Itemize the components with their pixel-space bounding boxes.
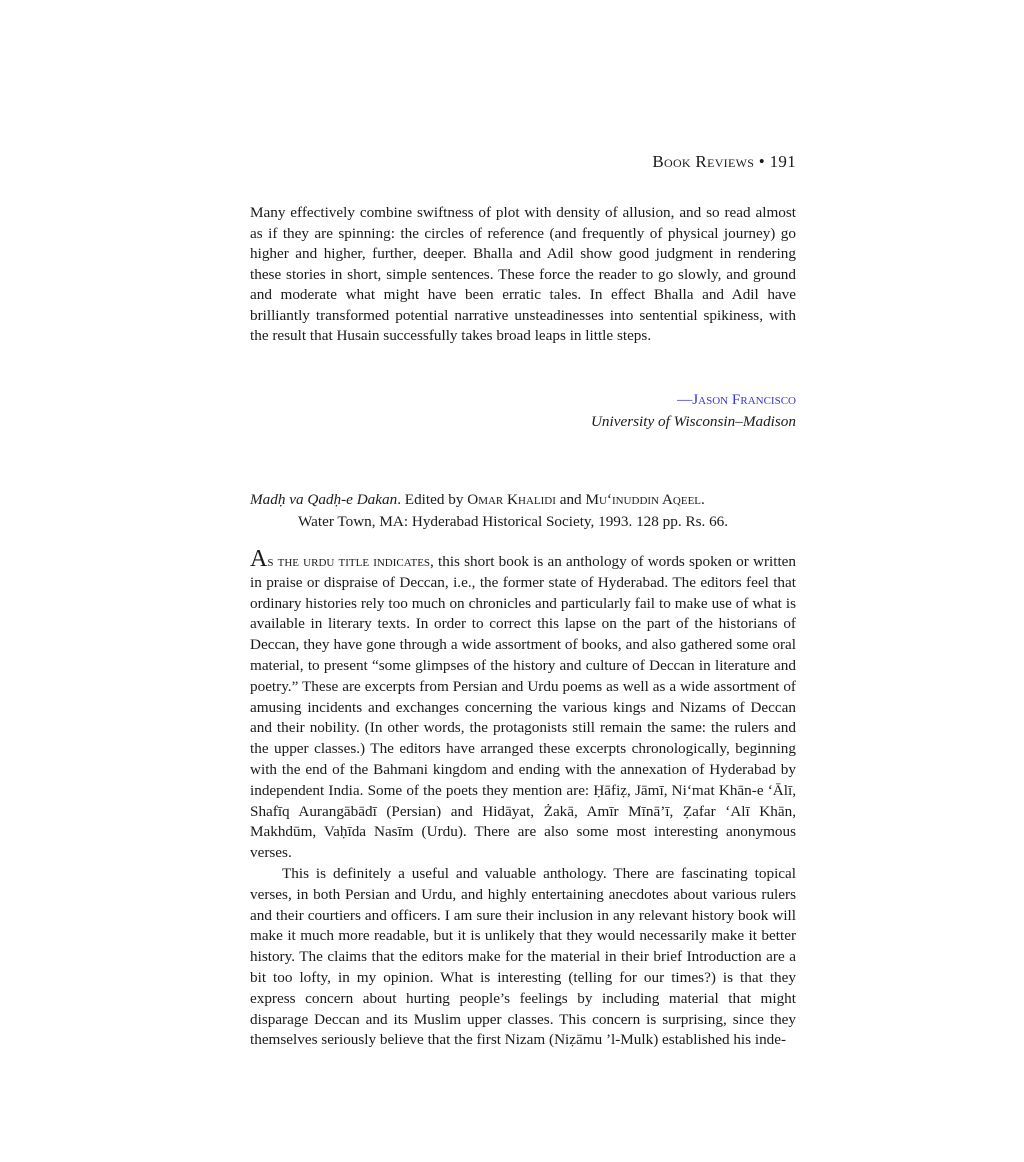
reviewer-name-link[interactable]: —Jason Francisco [677, 391, 796, 408]
previous-review-closing-paragraph: Many effectively combine swiftness of plot with density of allusion, and so read almost as if they are spinning: the circles of reference (and frequently of physical journey) go higher and higher, further, deeper. Bhalla and Adil show good judgment in rendering these stories in short, simple sentences. These force the reader to go slowly, and ground and moderate what might have been erratic tales. In effect Bhalla and Adil have brilliantly transformed potential narrative unsteadinesses into sentential spikiness, with the result that Husain successfully takes broad leaps in little steps. [250, 204, 796, 344]
book-title: Madḥ va Qadḥ-e Dakan [250, 491, 398, 508]
opening-small-caps: s the urdu title indicates, [267, 553, 434, 570]
review-paragraph: This is definitely a useful and valuable anthology. There are fascinating topical verses, in both Persian and Urdu, and highly entertaining anecdotes about various rulers and their courtiers and officers. I am sure their inclusion in any relevant history book will make it much more readable, but it is unlikely that they would necessarily make it better history. The claims that the editors make for the material in their brief Introduction are a bit too lofty, in my opinion. What is interesting (telling for our times?) is that they express concern about hurting people’s feelings by including material that might disparage Deccan and its Muslim upper classes. This concern is surprising, since they themselves seriously believe that the first Nizam (Niẓāmu ’l-Mulk) established his inde- [250, 864, 796, 1049]
separator-bullet: • [758, 152, 766, 171]
reviewer-affiliation: University of Wisconsin–Madison [590, 413, 796, 430]
edited-by-text: . Edited by [397, 491, 468, 508]
editor-name: Omar Khalidi [467, 491, 556, 508]
editor-name: Mu‘inuddin Aqeel [585, 491, 702, 508]
publication-details: Water Town, MA: Hyderabad Historical Society, 1993. 128 pp. Rs. 66. [298, 513, 729, 530]
opening-capital: A [250, 546, 268, 572]
page-number: 191 [769, 152, 796, 171]
paragraph-text: this short book is an anthology of words spoken or written in praise or dispraise of Deccan, i.e., the former state of Hyderabad. The editors feel that ordinary histories rely too much on chronicles and particularly fail to make use of what is available in literary texts. In order to correct this lapse on the part of the historians of Deccan, they have gone through a wide assortment of books, and also gathered some oral material, to present “some glimpses of the history and culture of Deccan in literature and poetry.” These are excerpts from Persian and Urdu poems as well as a wide assortment of amusing incidents and exchanges concerning the various kings and Nizams of Deccan and their nobility. (In other words, the protagonists still remain the same: the rulers and the upper classes.) The editors have arranged these excerpts chronologically, beginning with the end of the Bahmani kingdom and ending with the annexation of Hyderabad by independent India. Some of the poets they mention are: Ḥāfiẓ, Jāmī, Ni‘mat Khān-e ‘Ālī, Shafīq Aurangābādī (Persian) and Hidāyat, Żakā, Amīr Mīnā’ī, Ẓafar ‘Alī Khān, Makhdūm, Vaḥīda Nasīm (Urdu). There are also some most interesting anonymous verses. [250, 553, 797, 862]
review-paragraph [250, 546, 797, 864]
and-text: and [555, 491, 586, 508]
running-head [652, 152, 796, 172]
section-title: Book Reviews [652, 152, 755, 171]
review-body [250, 546, 797, 1051]
reviewer-signature [591, 389, 796, 433]
book-citation [250, 489, 796, 533]
citation-line-1 [250, 489, 796, 511]
citation-period: . [701, 491, 705, 508]
